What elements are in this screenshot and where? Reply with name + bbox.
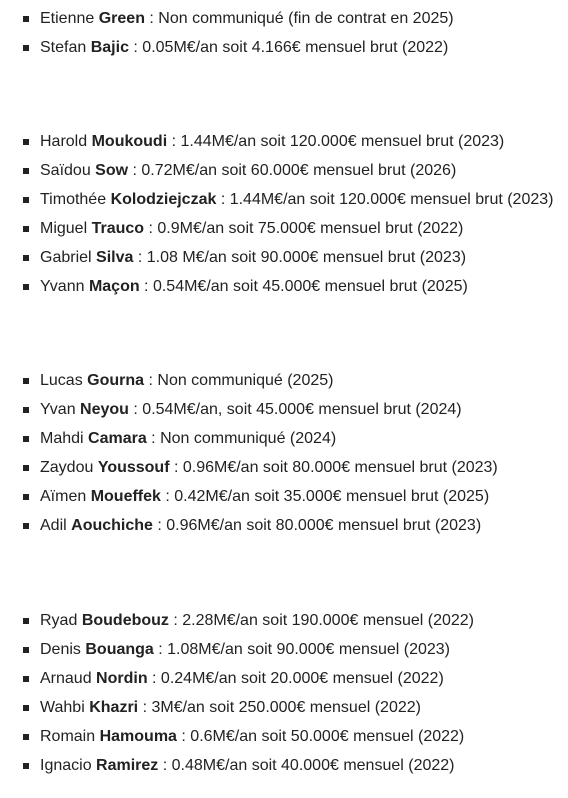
player-salary-detail: : 0.05M€/an soit 4.166€ mensuel brut (2022) bbox=[128, 39, 449, 56]
list-item bbox=[0, 4, 454, 33]
bullet-icon bbox=[23, 705, 29, 711]
player-salary-detail: : Non communiqué (fin de contrat en 2025) bbox=[144, 10, 454, 27]
player-last-name: Moukoudi bbox=[91, 133, 168, 150]
player-first-name: Wahbi bbox=[40, 699, 85, 716]
bullet-icon bbox=[23, 378, 29, 384]
list-item bbox=[0, 424, 498, 453]
player-salary-detail: : 0.42M€/an soit 35.000€ mensuel brut (2025) bbox=[160, 488, 490, 505]
player-first-name: Mahdi bbox=[40, 430, 84, 447]
player-salary-detail: : 0.96M€/an soit 80.000€ mensuel brut (2023) bbox=[169, 459, 498, 476]
player-salary-detail: : 2.28M€/an soit 190.000€ mensuel (2022) bbox=[168, 612, 474, 629]
player-first-name: Aïmen bbox=[40, 488, 87, 505]
player-first-name: Timothée bbox=[40, 191, 107, 208]
player-salary-detail: : Non communiqué (2025) bbox=[144, 372, 334, 389]
bullet-icon bbox=[23, 734, 29, 740]
bullet-icon bbox=[23, 676, 29, 682]
list-item bbox=[0, 482, 498, 511]
player-last-name: Nordin bbox=[96, 670, 148, 687]
player-list-group-4 bbox=[0, 606, 474, 780]
player-last-name: Bouanga bbox=[85, 641, 154, 658]
bullet-icon bbox=[23, 284, 29, 290]
bullet-icon bbox=[23, 168, 29, 174]
player-salary-detail: : 1.44M€/an soit 120.000€ mensuel brut (2023) bbox=[167, 133, 505, 150]
player-last-name: Boudebouz bbox=[81, 612, 169, 629]
list-item bbox=[0, 127, 553, 156]
player-first-name: Ignacio bbox=[40, 757, 92, 774]
player-list-group-3 bbox=[0, 366, 498, 540]
player-last-name: Moueffek bbox=[90, 488, 161, 505]
list-item bbox=[0, 214, 553, 243]
player-salary-detail: : 3M€/an soit 250.000€ mensuel (2022) bbox=[138, 699, 421, 716]
player-last-name: Silva bbox=[96, 249, 134, 266]
list-item bbox=[0, 185, 553, 214]
player-last-name: Youssouf bbox=[97, 459, 170, 476]
list-item bbox=[0, 33, 454, 62]
bullet-icon bbox=[23, 494, 29, 500]
player-first-name: Miguel bbox=[40, 220, 88, 237]
player-salary-detail: : 0.96M€/an soit 80.000€ mensuel brut (2023) bbox=[152, 517, 482, 534]
list-item bbox=[0, 693, 474, 722]
player-first-name: Etienne bbox=[40, 10, 95, 27]
player-first-name: Yvann bbox=[40, 278, 85, 295]
player-last-name: Kolodziejczak bbox=[110, 191, 217, 208]
player-list-group-2 bbox=[0, 127, 553, 301]
player-last-name: Camara bbox=[88, 430, 147, 447]
player-first-name: Ryad bbox=[40, 612, 78, 629]
list-item bbox=[0, 664, 474, 693]
player-last-name: Neyou bbox=[80, 401, 129, 418]
bullet-icon bbox=[23, 226, 29, 232]
player-salary-detail: : 0.9M€/an soit 75.000€ mensuel brut (2022) bbox=[144, 220, 464, 237]
bullet-icon bbox=[23, 436, 29, 442]
player-first-name: Stefan bbox=[40, 39, 87, 56]
player-first-name: Arnaud bbox=[40, 670, 92, 687]
player-first-name: Romain bbox=[40, 728, 96, 745]
player-salary-detail: : 0.24M€/an soit 20.000€ mensuel (2022) bbox=[147, 670, 444, 687]
player-salary-detail: : 1.44M€/an soit 120.000€ mensuel brut (2023) bbox=[216, 191, 554, 208]
bullet-icon bbox=[23, 763, 29, 769]
player-salary-detail: : 0.72M€/an soit 60.000€ mensuel brut (2026) bbox=[128, 162, 457, 179]
list-item bbox=[0, 751, 474, 780]
bullet-icon bbox=[23, 618, 29, 624]
player-salary-detail: : 1.08 M€/an soit 90.000€ mensuel brut (2023) bbox=[133, 249, 467, 266]
player-salary-detail: : 0.54M€/an, soit 45.000€ mensuel brut (2024) bbox=[128, 401, 462, 418]
list-item bbox=[0, 722, 474, 751]
player-salary-detail: : 0.6M€/an soit 50.000€ mensuel (2022) bbox=[176, 728, 465, 745]
bullet-icon bbox=[23, 16, 29, 22]
list-item bbox=[0, 511, 498, 540]
player-first-name: Gabriel bbox=[40, 249, 92, 266]
list-item bbox=[0, 366, 498, 395]
bullet-icon bbox=[23, 407, 29, 413]
list-item bbox=[0, 243, 553, 272]
list-item bbox=[0, 635, 474, 664]
player-first-name: Zaydou bbox=[40, 459, 94, 476]
player-salary-detail: : Non communiqué (2024) bbox=[146, 430, 337, 447]
player-first-name: Harold bbox=[40, 133, 88, 150]
player-last-name: Maçon bbox=[88, 278, 140, 295]
bullet-icon bbox=[23, 255, 29, 261]
player-first-name: Denis bbox=[40, 641, 81, 658]
list-item bbox=[0, 395, 498, 424]
player-last-name: Sow bbox=[95, 162, 129, 179]
bullet-icon bbox=[23, 523, 29, 529]
bullet-icon bbox=[23, 197, 29, 203]
player-salary-detail: : 1.08M€/an soit 90.000€ mensuel (2023) bbox=[153, 641, 450, 658]
player-last-name: Gourna bbox=[87, 372, 145, 389]
player-first-name: Lucas bbox=[40, 372, 83, 389]
player-last-name: Trauco bbox=[91, 220, 145, 237]
list-item bbox=[0, 156, 553, 185]
player-last-name: Green bbox=[98, 10, 145, 27]
list-item bbox=[0, 272, 553, 301]
bullet-icon bbox=[23, 465, 29, 471]
player-last-name: Hamouma bbox=[99, 728, 177, 745]
player-first-name: Adil bbox=[40, 517, 67, 534]
list-item bbox=[0, 453, 498, 482]
player-last-name: Aouchiche bbox=[71, 517, 153, 534]
player-last-name: Bajic bbox=[90, 39, 129, 56]
player-list-group-1 bbox=[0, 4, 454, 62]
player-salary-detail: : 0.54M€/an soit 45.000€ mensuel brut (2025) bbox=[139, 278, 468, 295]
player-last-name: Ramirez bbox=[96, 757, 159, 774]
player-first-name: Saïdou bbox=[40, 162, 91, 179]
bullet-icon bbox=[23, 139, 29, 145]
bullet-icon bbox=[23, 647, 29, 653]
player-last-name: Khazri bbox=[89, 699, 139, 716]
bullet-icon bbox=[23, 45, 29, 51]
player-first-name: Yvan bbox=[40, 401, 76, 418]
player-salary-detail: : 0.48M€/an soit 40.000€ mensuel (2022) bbox=[158, 757, 455, 774]
list-item bbox=[0, 606, 474, 635]
